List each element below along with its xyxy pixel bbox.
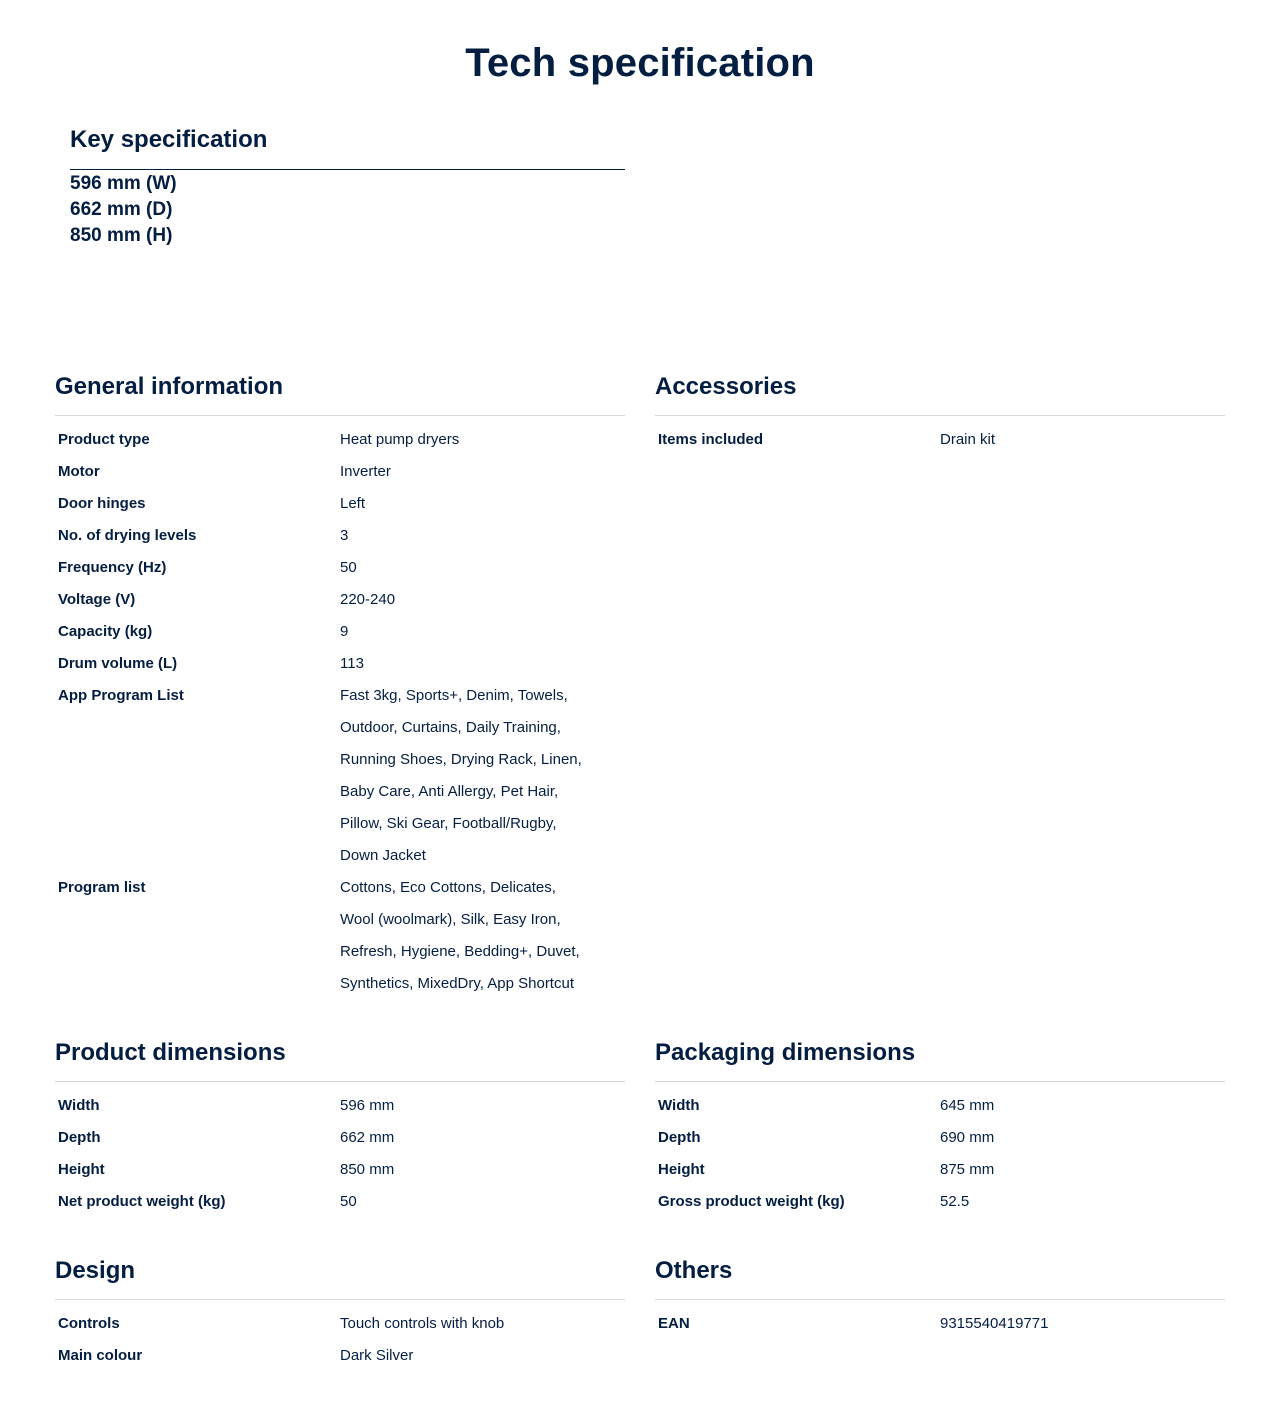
- spec-value-line: Refresh, Hygiene, Bedding+, Duvet,: [340, 943, 580, 960]
- section-heading: General information: [55, 371, 625, 416]
- spec-label: Controls: [58, 1315, 120, 1332]
- spec-label: Height: [658, 1161, 705, 1178]
- spec-label: Main colour: [58, 1347, 143, 1364]
- spec-row: [55, 1308, 625, 1340]
- spec-value: 113: [340, 655, 364, 672]
- spec-row: [655, 1090, 1225, 1122]
- spec-value: Dark Silver: [340, 1347, 414, 1364]
- spec-value: Inverter: [340, 463, 391, 480]
- spec-row: [55, 680, 625, 872]
- spec-value: 3: [340, 527, 349, 544]
- design-section: [55, 1255, 625, 1372]
- section-heading: Accessories: [655, 371, 1225, 416]
- spec-row: [55, 456, 625, 488]
- spec-value-line: Baby Care, Anti Allergy, Pet Hair,: [340, 783, 559, 800]
- section-heading: Packaging dimensions: [655, 1037, 1225, 1082]
- spec-row: [55, 488, 625, 520]
- key-spec-width: 596 mm (W): [70, 173, 177, 194]
- page-title: Tech specification: [465, 41, 815, 85]
- spec-row: [55, 616, 625, 648]
- spec-label: Depth: [58, 1129, 101, 1146]
- spec-value-line: Pillow, Ski Gear, Football/Rugby,: [340, 815, 557, 832]
- spec-row: [55, 520, 625, 552]
- spec-row: [55, 424, 625, 456]
- spec-value: 9: [340, 623, 349, 640]
- spec-rows: [55, 1300, 625, 1372]
- key-spec-depth: 662 mm (D): [70, 199, 173, 220]
- spec-rows: [655, 416, 1225, 456]
- section-heading: Product dimensions: [55, 1037, 625, 1082]
- spec-value: 9315540419771: [940, 1315, 1049, 1332]
- packaging-dimensions-section: [655, 1037, 1225, 1218]
- spec-value: 662 mm: [340, 1129, 395, 1146]
- spec-label: Door hinges: [58, 495, 146, 512]
- spec-label: Drum volume (L): [58, 655, 178, 672]
- spec-value: 850 mm: [340, 1161, 395, 1178]
- accessories-section: [655, 371, 1225, 456]
- spec-value: Left: [340, 495, 366, 512]
- spec-value: 52.5: [940, 1193, 970, 1210]
- spec-row: [55, 584, 625, 616]
- spec-label: Net product weight (kg): [58, 1193, 226, 1210]
- product-dimensions-section: [55, 1037, 625, 1218]
- spec-value-line: Fast 3kg, Sports+, Denim, Towels,: [340, 687, 568, 704]
- key-specification: [70, 124, 625, 249]
- spec-rows: [655, 1082, 1225, 1218]
- spec-value: Touch controls with knob: [340, 1315, 505, 1332]
- spec-value: 50: [340, 559, 357, 576]
- key-specification-heading: Key specification: [70, 124, 625, 170]
- spec-value: Drain kit: [940, 431, 996, 448]
- spec-value: 645 mm: [940, 1097, 995, 1114]
- spec-label: Gross product weight (kg): [658, 1193, 845, 1210]
- key-spec-height: 850 mm (H): [70, 225, 173, 246]
- others-section: [655, 1255, 1225, 1340]
- general-information-section: [55, 371, 625, 1000]
- spec-label: Frequency (Hz): [58, 559, 167, 576]
- spec-row: [655, 1308, 1225, 1340]
- spec-row: [655, 1154, 1225, 1186]
- spec-value: [340, 872, 625, 1000]
- spec-label: Width: [58, 1097, 100, 1114]
- spec-value-line: Outdoor, Curtains, Daily Training,: [340, 719, 561, 736]
- spec-value-line: Down Jacket: [340, 847, 426, 864]
- spec-row: [55, 1122, 625, 1154]
- section-heading: Design: [55, 1255, 625, 1300]
- spec-label: Width: [658, 1097, 700, 1114]
- spec-label: Items included: [658, 431, 764, 448]
- spec-label: Voltage (V): [58, 591, 136, 608]
- spec-value: Heat pump dryers: [340, 431, 460, 448]
- spec-row: [55, 1186, 625, 1218]
- spec-rows: [55, 1082, 625, 1218]
- key-specification-list: [70, 170, 625, 249]
- spec-value: 875 mm: [940, 1161, 995, 1178]
- spec-label: App Program List: [58, 687, 184, 704]
- section-heading: Others: [655, 1255, 1225, 1300]
- spec-rows: [655, 1300, 1225, 1340]
- spec-row: [655, 424, 1225, 456]
- spec-label: Depth: [658, 1129, 701, 1146]
- spec-label: Program list: [58, 879, 146, 896]
- spec-row: [55, 872, 625, 1000]
- spec-value: 220-240: [340, 591, 396, 608]
- spec-row: [655, 1186, 1225, 1218]
- spec-row: [55, 1340, 625, 1372]
- spec-row: [55, 552, 625, 584]
- spec-value-line: Synthetics, MixedDry, App Shortcut: [340, 975, 574, 992]
- spec-row: [655, 1122, 1225, 1154]
- spec-label: Height: [58, 1161, 105, 1178]
- spec-row: [55, 1154, 625, 1186]
- spec-label: EAN: [658, 1315, 690, 1332]
- spec-label: Capacity (kg): [58, 623, 153, 640]
- spec-value-line: Running Shoes, Drying Rack, Linen,: [340, 751, 582, 768]
- spec-value: 50: [340, 1193, 357, 1210]
- spec-value-line: Cottons, Eco Cottons, Delicates,: [340, 879, 556, 896]
- spec-value-line: Wool (woolmark), Silk, Easy Iron,: [340, 911, 561, 928]
- spec-label: Motor: [58, 463, 100, 480]
- spec-rows: [55, 416, 625, 1000]
- spec-value: [340, 680, 625, 872]
- spec-label: No. of drying levels: [58, 527, 197, 544]
- spec-row: [55, 648, 625, 680]
- spec-label: Product type: [58, 431, 150, 448]
- spec-value: 690 mm: [940, 1129, 995, 1146]
- spec-row: [55, 1090, 625, 1122]
- spec-value: 596 mm: [340, 1097, 395, 1114]
